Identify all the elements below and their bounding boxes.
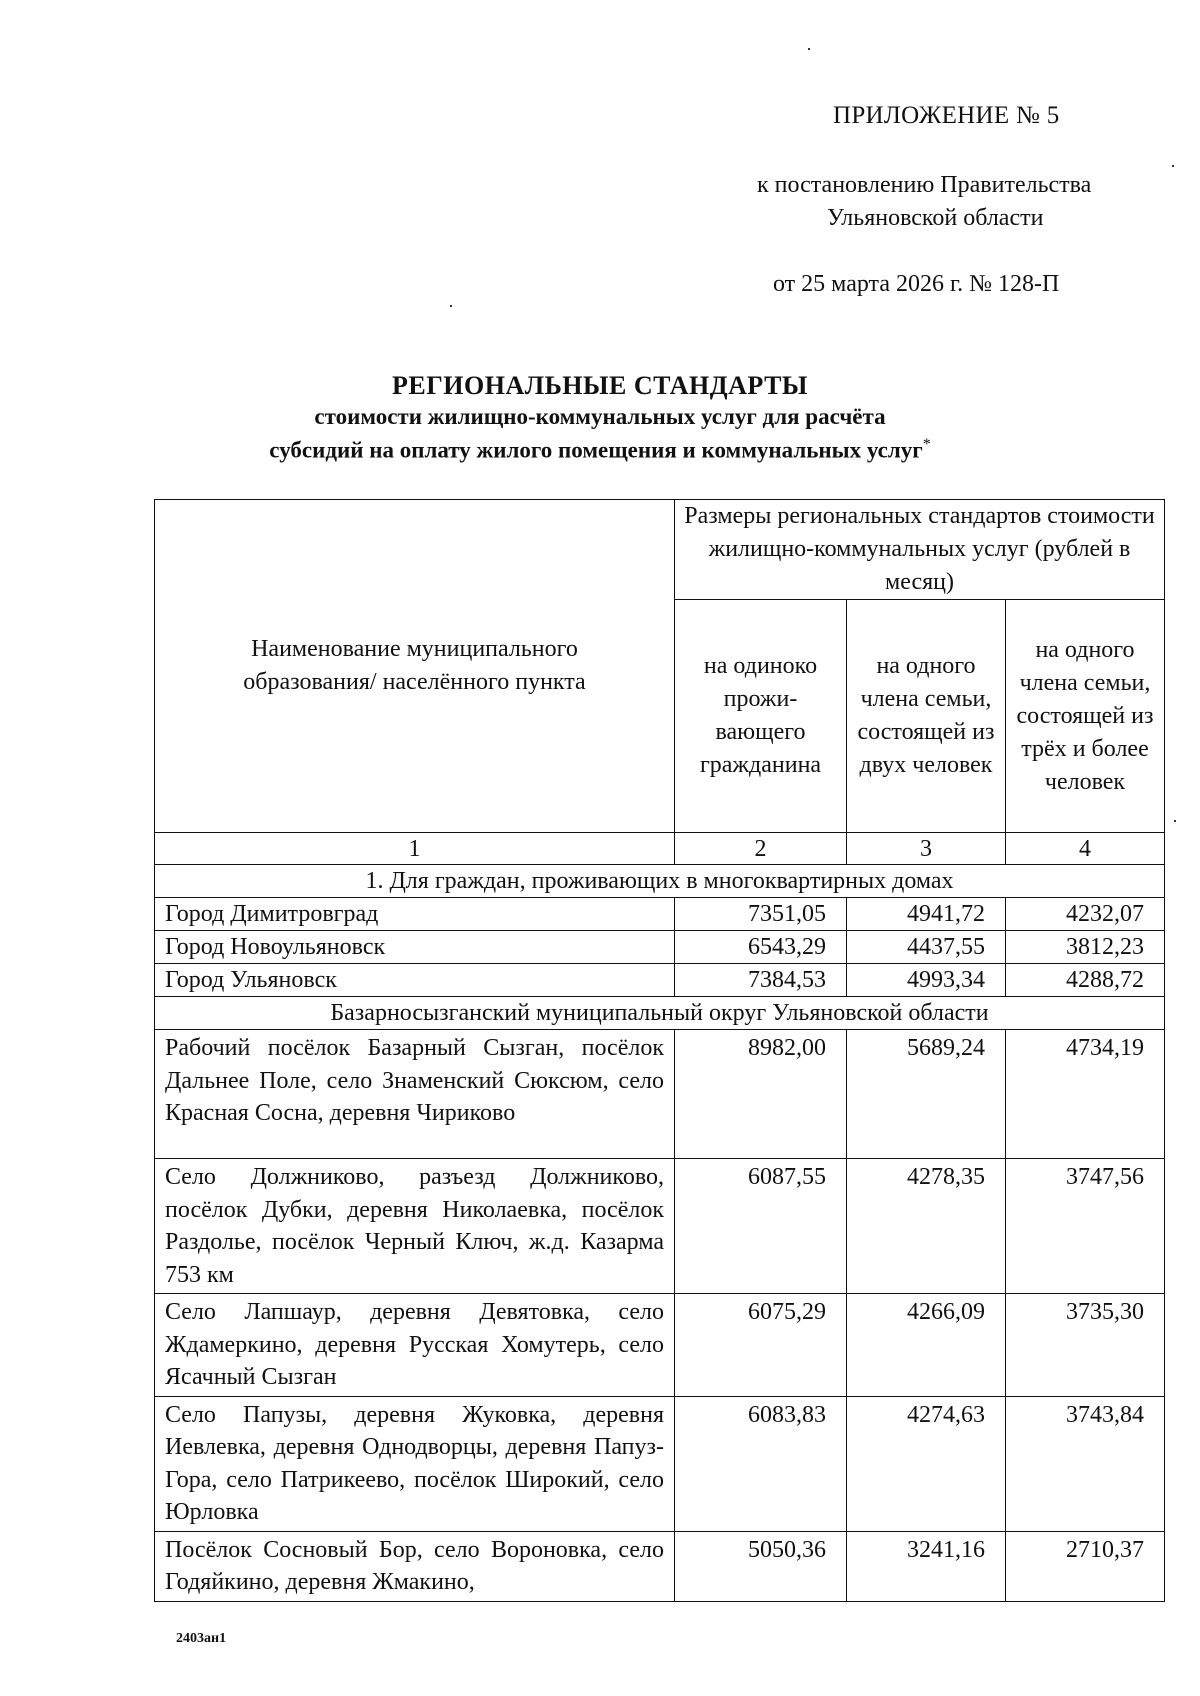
- table-row: [155, 1531, 1165, 1601]
- scan-speck: [450, 305, 452, 307]
- scan-speck: [1174, 820, 1176, 822]
- value-three: 4734,19: [1006, 1030, 1165, 1159]
- subsection-title: Базарносызганский муниципальный округ Ульяновской области: [155, 997, 1165, 1030]
- table-row: [155, 964, 1165, 997]
- value-single: 6083,83: [675, 1396, 847, 1531]
- document-subtitle-line1: стоимости жилищно-коммунальных услуг для расчёта: [314, 404, 886, 429]
- value-single: 6087,55: [675, 1159, 847, 1294]
- value-single: 6075,29: [675, 1294, 847, 1397]
- value-single: 7351,05: [675, 898, 847, 931]
- header-single-citizen-text: на одиноко прожи-вающего гражданина: [699, 653, 822, 778]
- value-single: 7384,53: [675, 964, 847, 997]
- settlement-list: Посёлок Сосновый Бор, село Вороновка, село Годяйкино, деревня Жмакино,: [155, 1531, 675, 1601]
- appendix-date: от 25 марта 2026 г. № 128-П: [773, 271, 1060, 297]
- column-number-row: [155, 833, 1165, 865]
- value-two: 4941,72: [847, 898, 1006, 931]
- value-two: 4266,09: [847, 1294, 1006, 1397]
- table-row: [155, 1396, 1165, 1531]
- column-number: 4: [1006, 833, 1165, 865]
- settlement-list: Село Должниково, разъезд Должниково, посёлок Дубки, деревня Николаевка, посёлок Раздолье, посёлок Черный Ключ, ж.д. Казарма 753 км: [155, 1159, 675, 1294]
- table-row: [155, 1159, 1165, 1294]
- value-two: 4274,63: [847, 1396, 1006, 1531]
- header-three-person-family-text: на одного члена семьи, состоящей из трёх и более человек: [1016, 636, 1154, 795]
- settlement-list: Село Папузы, деревня Жуковка, деревня Иевлевка, деревня Однодворцы, деревня Папуз-Гора, село Патрикеево, посёлок Широкий, село Юрловка: [155, 1396, 675, 1531]
- value-two: 4437,55: [847, 931, 1006, 964]
- header-two-person-family: [847, 600, 1006, 833]
- scan-speck: [1172, 165, 1174, 167]
- value-three: 4232,07: [1006, 898, 1165, 931]
- footnote-mark: *: [922, 436, 931, 453]
- value-two: 4278,35: [847, 1159, 1006, 1294]
- settlement-list: Село Лапшаур, деревня Девятовка, село Ждамеркино, деревня Русская Хомутерь, село Ясачный Сызган: [155, 1294, 675, 1397]
- section-title: 1. Для граждан, проживающих в многоквартирных домах: [155, 865, 1165, 898]
- value-two: 3241,16: [847, 1531, 1006, 1601]
- header-municipality: [155, 500, 675, 833]
- section-row: [155, 865, 1165, 898]
- value-two: 5689,24: [847, 1030, 1006, 1159]
- subsection-row: [155, 997, 1165, 1030]
- value-two: 4993,34: [847, 964, 1006, 997]
- appendix-reference-line2: Ульяновской области: [827, 205, 1044, 231]
- value-three: 3735,30: [1006, 1294, 1165, 1397]
- header-three-person-family: [1006, 600, 1165, 833]
- value-three: 3812,23: [1006, 931, 1165, 964]
- column-number: 3: [847, 833, 1006, 865]
- header-single-citizen: [675, 600, 847, 833]
- column-number: 1: [155, 833, 675, 865]
- municipality-name: Город Димитровград: [155, 898, 675, 931]
- table-row: [155, 931, 1165, 964]
- column-number: 2: [675, 833, 847, 865]
- footer-document-code: 2403ан1: [176, 1631, 227, 1646]
- appendix-title: ПРИЛОЖЕНИЕ № 5: [833, 102, 1060, 129]
- table-row: [155, 898, 1165, 931]
- settlement-list: Рабочий посёлок Базарный Сызган, посёлок Дальнее Поле, село Знаменский Сюксюм, село Красная Сосна, деревня Чириково: [155, 1030, 675, 1159]
- value-single: 8982,00: [675, 1030, 847, 1159]
- value-three: 2710,37: [1006, 1531, 1165, 1601]
- value-single: 6543,29: [675, 931, 847, 964]
- standards-table: [154, 499, 1165, 1602]
- header-municipality-text: Наименование муниципального образования/ населённого пункта: [243, 636, 586, 695]
- table-row: [155, 1030, 1165, 1159]
- value-three: 3747,56: [1006, 1159, 1165, 1294]
- table-row: [155, 1294, 1165, 1397]
- subtitle-line2-text: субсидий на оплату жилого помещения и коммунальных услуг: [269, 437, 923, 463]
- scan-speck: [808, 48, 810, 50]
- value-three: 4288,72: [1006, 964, 1165, 997]
- municipality-name: Город Новоульяновск: [155, 931, 675, 964]
- header-standards-group: Размеры региональных стандартов стоимости жилищно-коммунальных услуг (рублей в месяц): [675, 500, 1165, 600]
- header-two-person-family-text: на одного члена семьи, состоящей из двух человек: [857, 653, 995, 778]
- document-title: РЕГИОНАЛЬНЫЕ СТАНДАРТЫ: [392, 371, 808, 400]
- value-single: 5050,36: [675, 1531, 847, 1601]
- table-header-row: [155, 500, 1165, 600]
- appendix-reference-line1: к постановлению Правительства: [757, 172, 1092, 198]
- value-three: 3743,84: [1006, 1396, 1165, 1531]
- municipality-name: Город Ульяновск: [155, 964, 675, 997]
- document-subtitle-line2: [0, 436, 1200, 464]
